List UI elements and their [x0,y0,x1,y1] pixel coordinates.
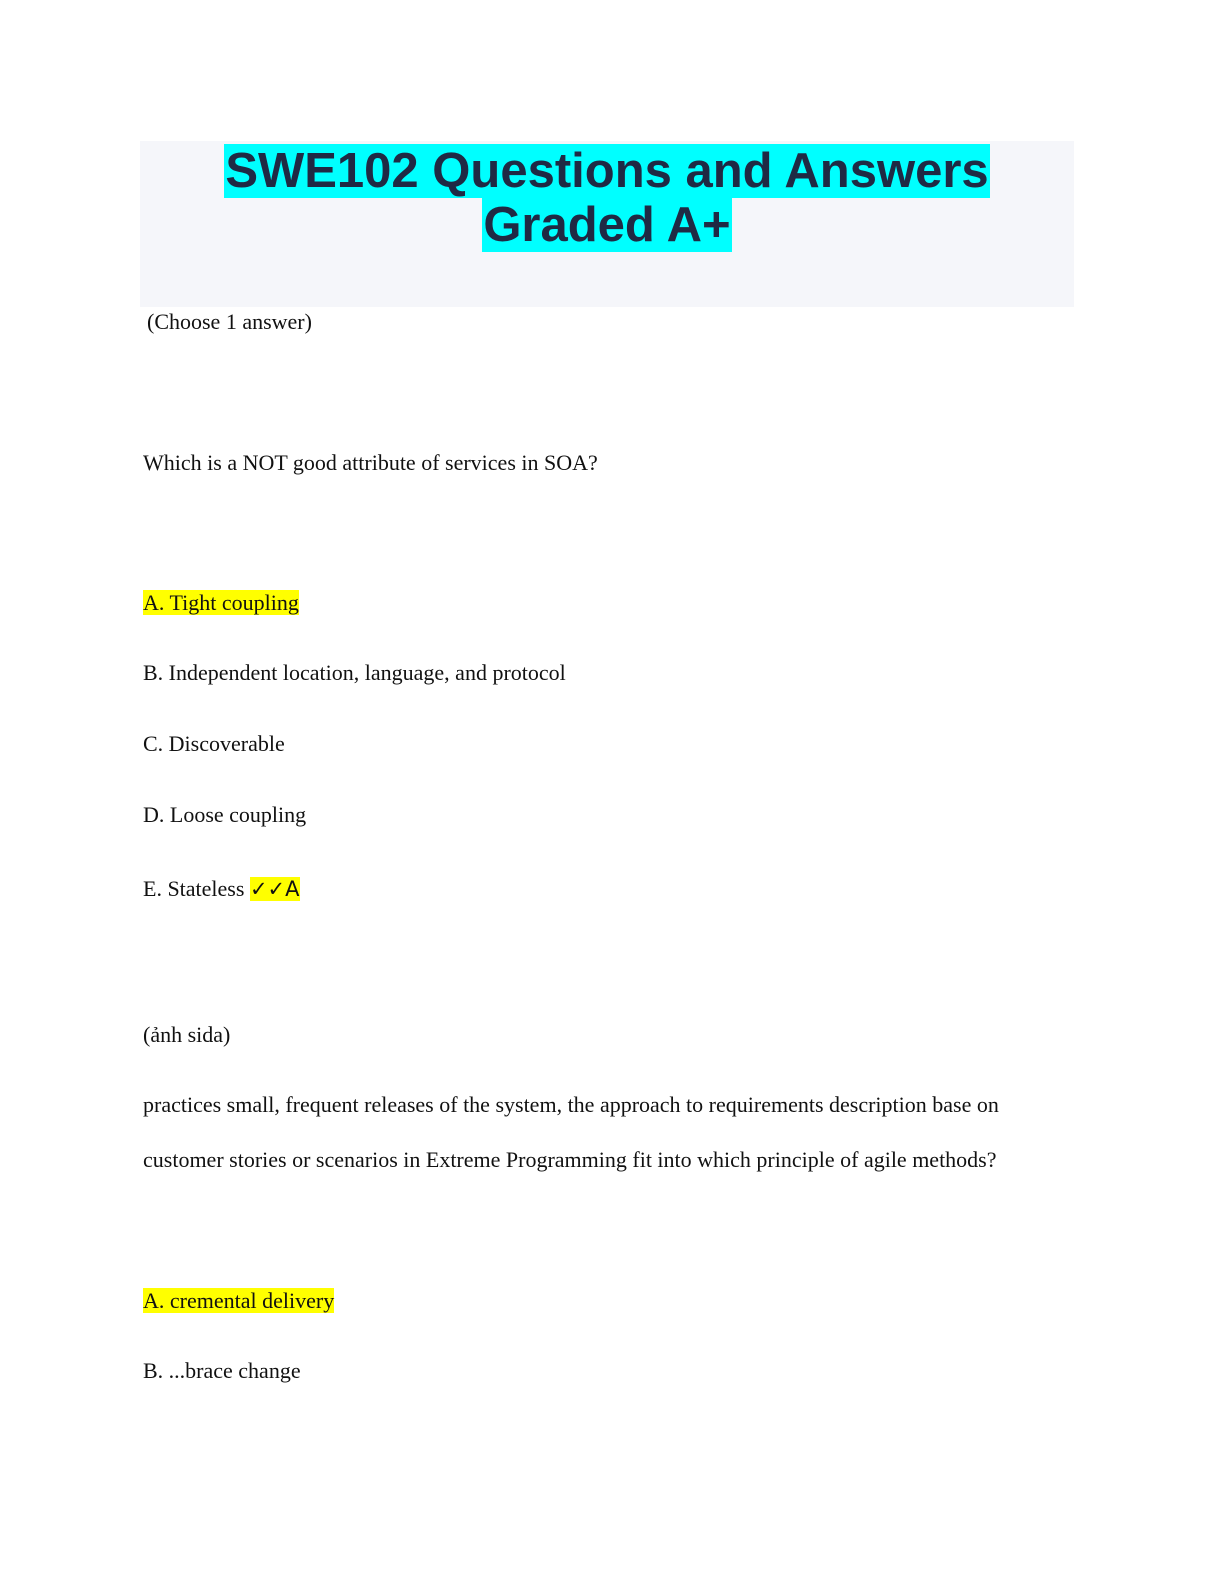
q1-option-d: D. Loose coupling [143,802,307,827]
q2-option-a-label: A. cremental delivery [143,1288,335,1313]
question-1-text: Which is a NOT good attribute of services in SOA? [143,450,598,475]
question-2-line-2: customer stories or scenarios in Extreme Programming fit into which principle of agile methods? [143,1147,997,1172]
title-banner [140,141,1074,307]
title-text-2: Graded A+ [483,198,731,252]
q1-option-a [143,590,299,616]
title-line-2 [140,198,1074,252]
question-2-line-1: practices small, frequent releases of the system, the approach to requirements description base on [143,1092,999,1117]
title-line-1 [140,144,1074,198]
instruction-text: (Choose 1 answer) [147,309,312,334]
q1-option-e-label: E. Stateless [143,876,245,901]
q1-option-b: B. Independent location, language, and protocol [143,660,566,685]
q2-option-b: B. ...brace change [143,1358,301,1383]
title-text-1: SWE102 Questions and Answers [225,144,989,198]
answer-check-mark: ✓✓A [249,877,300,901]
q1-option-a-label: A. Tight coupling [143,590,299,615]
q1-option-e [143,876,300,902]
q2-note: (ảnh sida) [143,1022,231,1047]
q2-option-a [143,1288,334,1314]
q1-option-c: C. Discoverable [143,731,285,756]
